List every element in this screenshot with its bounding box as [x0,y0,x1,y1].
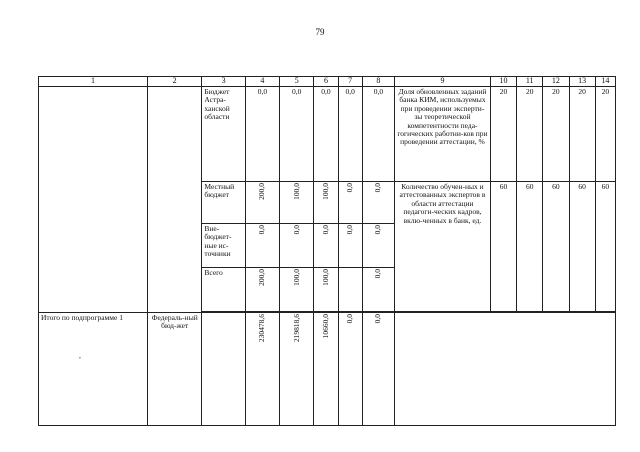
value-cell: 219818,6 [291,314,301,343]
subtotal-label [39,313,148,426]
indicator-value: 60 [490,182,516,312]
indicator-value: 20 [595,87,615,182]
indicator-value: 60 [517,182,543,312]
value-cell: 0,0 [373,225,383,235]
value-cell: 230478,6 [257,314,267,343]
indicator-value: 20 [543,87,569,182]
funding-source: Всего [202,268,245,312]
indicator-value: 20 [490,87,516,182]
header-cell: 5 [280,77,314,87]
subtotal-title: Итого по подпрограмме 1 [41,313,123,322]
indicator-value: 20 [517,87,543,182]
header-cell: 7 [338,77,362,87]
empty-cell [202,313,245,426]
header-cell: 14 [595,77,615,87]
header-cell: 9 [395,77,491,87]
value-cell: 0,0 [257,225,267,235]
value-cell: 0,0 [291,225,301,235]
page-number: 79 [315,27,325,37]
value-cell: 0,0 [280,87,314,182]
indicator-value: 20 [569,87,595,182]
value-cell: 100,0 [291,269,301,286]
value-cell: 0,0 [338,87,362,182]
value-cell: 0,0 [373,269,383,279]
value-cell: 0,0 [373,314,383,324]
indicator-description: Доля обновленных заданий банка КИМ, используемых при проведении эксперти-зы теоретической компетентности педа-гогических работни-ков при проведении аттестации, % [395,87,491,182]
indicator-description: Количество обучен-ных и аттестованных экспертов в области аттестации педагоги-ческих кадров, вклю-ченных в банк, ед. [395,182,491,312]
budget-table [38,76,616,426]
table-row [39,87,616,182]
funding-source: Федераль-ный бюд-жет [147,313,201,426]
header-cell: 8 [362,77,394,87]
value-cell: 100,0 [320,183,330,200]
indicator-value: 60 [543,182,569,312]
table-row [39,313,616,426]
header-cell: 1 [39,77,148,87]
header-cell: 3 [202,77,245,87]
header-row [39,77,616,87]
header-cell: 6 [314,77,338,87]
header-cell: 4 [245,77,279,87]
funding-source: Бюджет Астра-ханской области [202,87,245,182]
stray-mark: , [79,351,81,361]
header-cell: 13 [569,77,595,87]
header-cell: 11 [517,77,543,87]
header-cell: 12 [543,77,569,87]
value-cell: 0,0 [344,314,354,324]
value-cell: 0,0 [373,183,383,193]
funding-source: Вне-бюджет-ные ис-точники [202,224,245,268]
value-cell: 0,0 [344,183,354,193]
value-cell: 200,0 [257,183,267,200]
header-cell: 10 [490,77,516,87]
header-cell: 2 [147,77,201,87]
value-cell: 10660,0 [320,314,330,339]
indicator-value: 60 [595,182,615,312]
value-cell: 0,0 [344,225,354,235]
value-cell: 0,0 [245,87,279,182]
value-cell: 200,0 [257,269,267,286]
value-cell: 100,0 [320,269,330,286]
empty-cell [395,313,616,426]
value-cell: 100,0 [291,183,301,200]
indicator-value: 60 [569,182,595,312]
funding-source: Местный бюджет [202,182,245,224]
value-cell: 0,0 [362,87,394,182]
value-cell: 0,0 [314,87,338,182]
empty-cell [39,87,148,313]
empty-cell [147,87,201,313]
value-cell: 0,0 [320,225,330,235]
